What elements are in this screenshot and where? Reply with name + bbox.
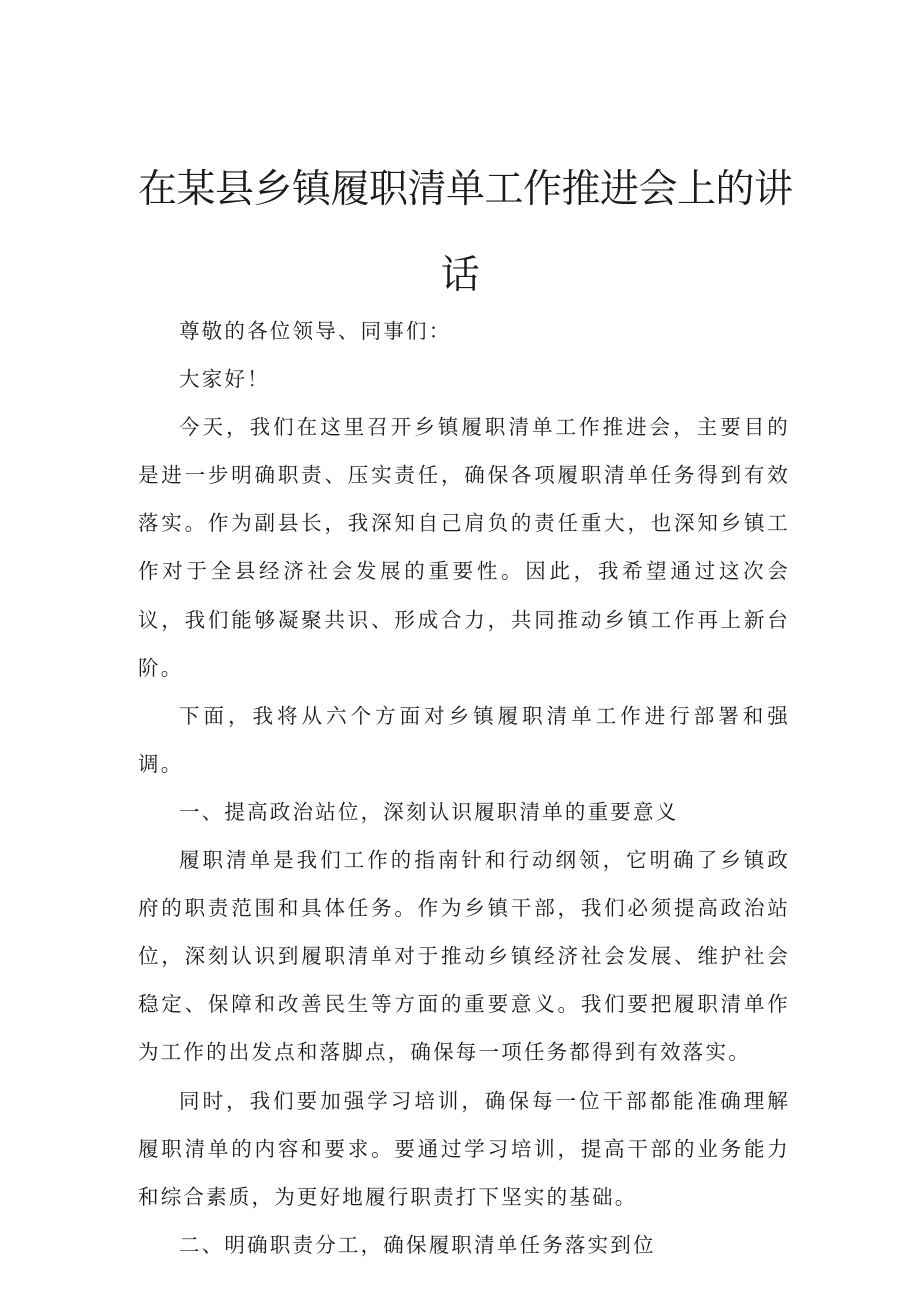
salutation: 尊敬的各位领导、同事们： xyxy=(179,319,452,343)
greeting: 大家好！ xyxy=(179,367,270,392)
document-title-line2: 话 xyxy=(440,253,480,298)
body-paragraph: 履职清单是我们工作的指南针和行动纲领，它明确了乡镇政府的职责范围和具体任务。作为乡镇干部，我们必须提高政治站位，深刻认识到履职清单对于推动乡镇经济社会发展、维护社会稳定、保障和改善民生等方面的重要意义。我们要把履职清单作为工作的出发点和落脚点，确保每一项任务都得到有效落实。 xyxy=(138,848,790,1065)
section-heading: 一、提高政治站位，深刻认识履职清单的重要意义 xyxy=(179,799,679,824)
body-paragraph: 下面，我将从六个方面对乡镇履职清单工作进行部署和强调。 xyxy=(138,703,790,776)
document-title-line1: 在某县乡镇履职清单工作推进会上的讲 xyxy=(138,167,793,212)
document-body xyxy=(138,307,790,1269)
body-paragraph: 今天，我们在这里召开乡镇履职清单工作推进会，主要目的是进一步明确职责、压实责任，确保各项履职清单任务得到有效落实。作为副县长，我深知自己肩负的责任重大，也深知乡镇工作对于全县经济社会发展的重要性。因此，我希望通过这次会议，我们能够凝聚共识、形成合力，共同推动乡镇工作再上新台阶。 xyxy=(138,415,790,680)
section-heading: 二、明确职责分工，确保履职清单任务落实到位 xyxy=(179,1232,656,1257)
body-paragraph: 同时，我们要加强学习培训，确保每一位干部都能准确理解履职清单的内容和要求。要通过学习培训，提高干部的业务能力和综合素质，为更好地履行职责打下坚实的基础。 xyxy=(138,1088,790,1209)
